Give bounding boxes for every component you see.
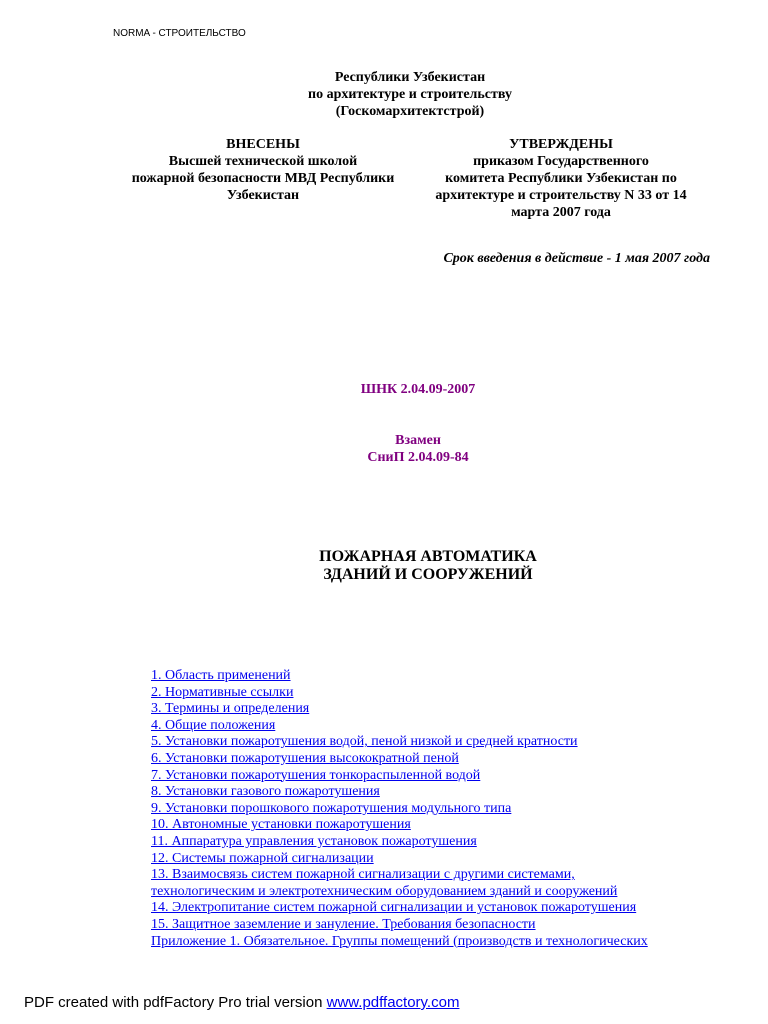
approved-line: архитектуре и строительству N 33 от 14 — [435, 188, 687, 203]
toc-link[interactable]: 2. Нормативные ссылки — [151, 684, 294, 700]
approved-line: марта 2007 года — [511, 205, 611, 220]
toc-link[interactable]: 3. Термины и определения — [151, 701, 310, 717]
title-line-2: ЗДАНИЙ И СООРУЖЕНИЙ — [323, 566, 533, 583]
toc-link[interactable]: 15. Защитное заземление и зануление. Требования безопасности — [151, 916, 536, 932]
toc-link[interactable]: 5. Установки пожаротушения водой, пеной низкой и средней кратности — [151, 734, 578, 750]
authority-line: Республики Узбекистан — [334, 70, 486, 85]
toc-link[interactable]: 1. Область применений — [151, 668, 291, 683]
authority-block — [250, 69, 570, 120]
toc-link[interactable]: 12. Системы пожарной сигнализации — [151, 850, 374, 866]
document-title — [228, 548, 628, 584]
introduced-line: пожарной безопасности МВД Республики — [131, 171, 395, 186]
toc-link[interactable]: 10. Автономные установки пожаротушения — [151, 817, 411, 833]
introduced-line: Высшей технической школой — [168, 154, 358, 169]
toc-link[interactable]: 7. Установки пожаротушения тонкораспыленной водой — [151, 767, 481, 783]
toc-link[interactable]: 8. Установки газового пожаротушения — [151, 784, 380, 800]
toc-link[interactable]: 4. Общие положения — [151, 717, 276, 733]
approved-heading: УТВЕРЖДЕНЫ — [509, 137, 613, 152]
pdf-footer — [24, 994, 459, 1011]
toc-link[interactable]: технологическим и электротехническим оборудованием зданий и сооружений — [151, 883, 618, 899]
introduced-block — [110, 136, 416, 204]
toc-link[interactable]: 9. Установки порошкового пожаротушения модульного типа — [151, 800, 512, 816]
toc-link[interactable]: Приложение 1. Обязательное. Группы помещений (производств и технологических — [151, 933, 648, 949]
replaces-block — [268, 432, 568, 466]
authority-line: (Госкомархитектстрой) — [335, 104, 485, 119]
introduced-line: Узбекистан — [226, 188, 300, 203]
approved-line: комитета Республики Узбекистан по — [445, 171, 677, 186]
standard-code: ШНК 2.04.09-2007 — [360, 382, 476, 397]
authority-line: по архитектуре и строительству — [308, 87, 512, 102]
toc-link[interactable]: 6. Установки пожаротушения высокократной пеной — [151, 750, 459, 766]
replaces-label: Взамен — [395, 433, 441, 448]
header-brand: NORMA - СТРОИТЕЛЬСТВО — [113, 28, 246, 39]
approved-block — [412, 136, 710, 221]
table-of-contents — [151, 668, 751, 950]
title-line-1: ПОЖАРНАЯ АВТОМАТИКА — [319, 548, 537, 565]
footer-text: PDF created with pdfFactory Pro trial version — [24, 994, 327, 1011]
introduced-heading: ВНЕСЕНЫ — [226, 137, 300, 152]
toc-link[interactable]: 11. Аппаратура управления установок пожаротушения — [151, 833, 477, 849]
toc-link[interactable]: 13. Взаимосвязь систем пожарной сигнализации с другими системами, — [151, 867, 575, 883]
effective-date: Срок введения в действие - 1 мая 2007 года — [443, 251, 710, 266]
toc-link[interactable]: 14. Электропитание систем пожарной сигнализации и установок пожаротушения — [151, 900, 637, 916]
footer-link[interactable]: www.pdffactory.com — [326, 994, 460, 1011]
approved-line: приказом Государственного — [473, 154, 649, 169]
replaces-code: СниП 2.04.09-84 — [367, 450, 469, 465]
